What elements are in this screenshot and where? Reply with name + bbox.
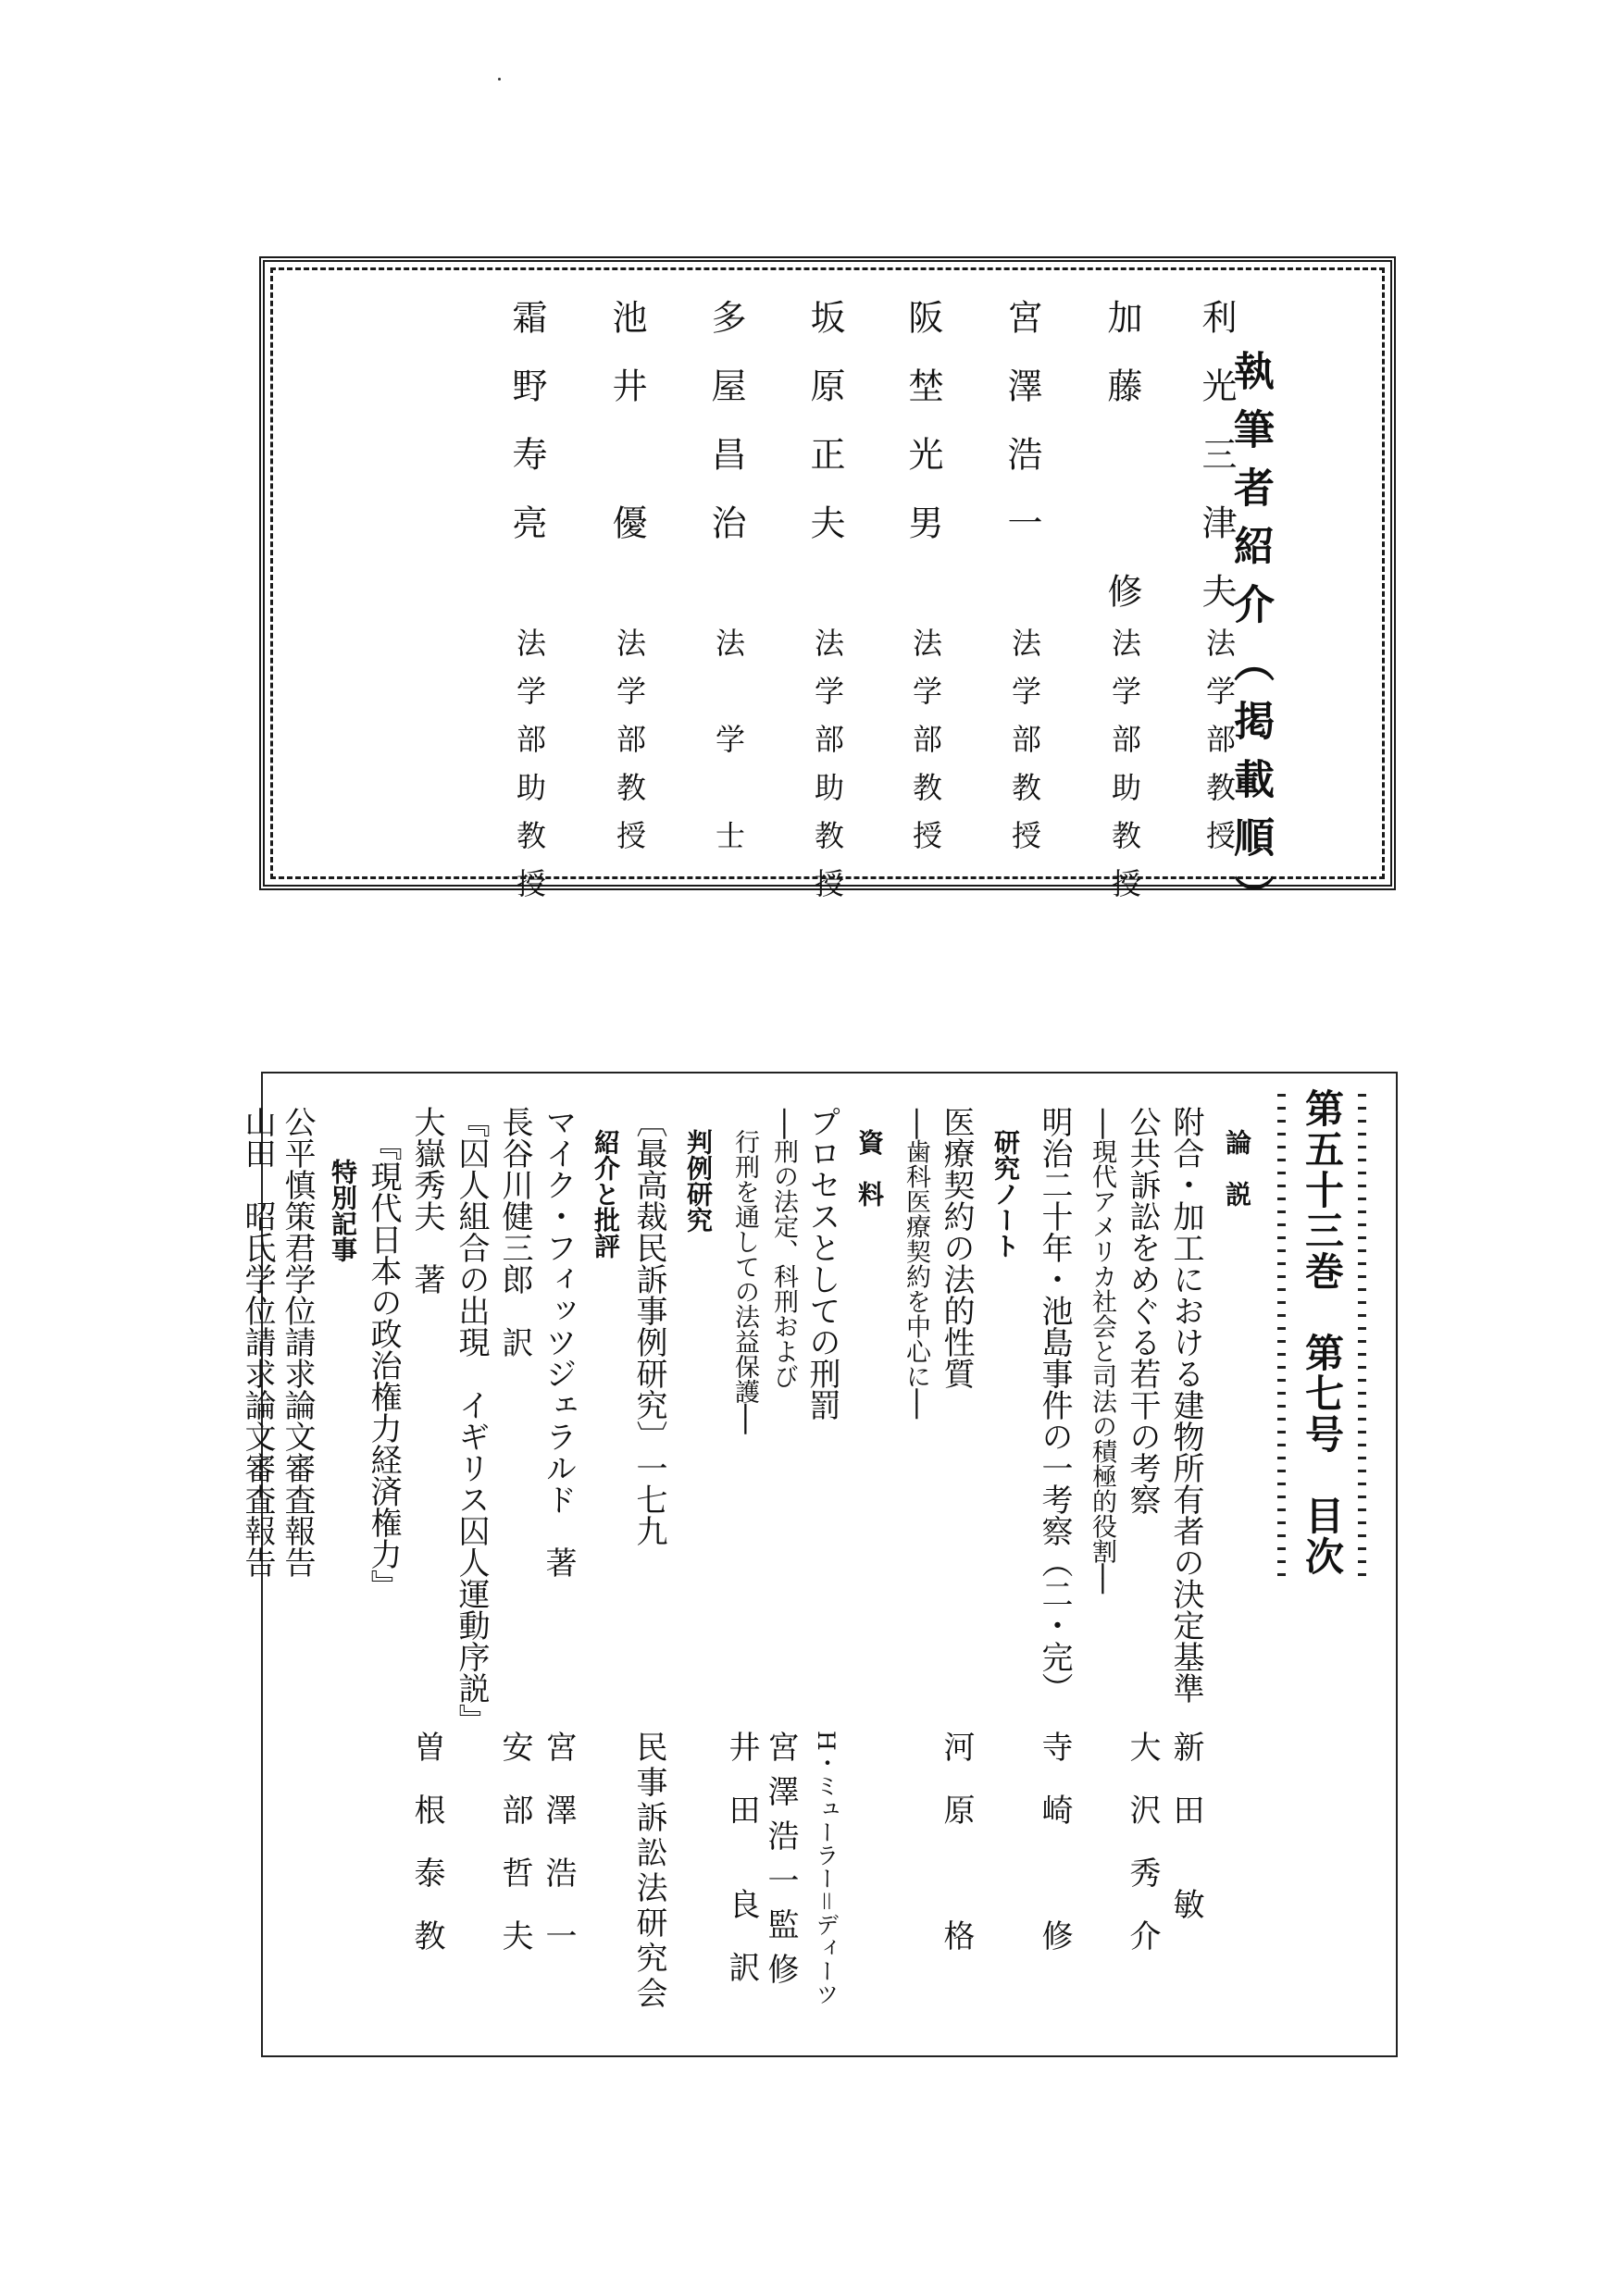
toc-item-title: 〔最高裁民訴事例研究〕一七九	[630, 1106, 667, 1546]
toc-item-subtitle: ──現代アメリカ社会と司法の積極的役割──	[1088, 1109, 1116, 1595]
section-shiryo: 資 料	[854, 1129, 885, 1207]
toc-item-title: 『現代日本の政治権力経済権力』	[365, 1129, 402, 1601]
author-title: 法学部助教授	[512, 627, 547, 916]
toc-item-title: 附合・加工における建物所有者の決定基準	[1167, 1106, 1204, 1704]
author-name: 阪埜光男	[902, 299, 943, 573]
toc-item-author: 安 部 哲 夫	[496, 1731, 533, 1951]
author-name: 池井 優	[606, 299, 647, 573]
toc-item-title: 山田 昭氏学位請求論文審査報告	[239, 1106, 276, 1578]
author-name: 利光三津夫	[1196, 299, 1237, 641]
author-title: 法学部助教授	[810, 627, 845, 916]
author-name: 多屋昌治	[705, 299, 746, 573]
toc-item-author: 井 田 良 訳	[723, 1731, 760, 1982]
section-tokubetsu: 特別記事	[328, 1159, 358, 1262]
author-name: 加藤 修	[1101, 299, 1142, 641]
author-title: 法学部教授	[612, 627, 647, 868]
author-title: 法 学 士	[711, 627, 746, 868]
author-title: 法学部教授	[908, 627, 943, 868]
author-name: 宮澤浩一	[1002, 299, 1042, 573]
section-shokai: 紹介と批評	[591, 1129, 621, 1259]
section-ronsetsu: 論 説	[1222, 1129, 1252, 1207]
toc-item-title: 公平慎策君学位請求論文審査報告	[279, 1106, 316, 1578]
toc-item-subtitle: 行刑を通しての法益保護──	[730, 1129, 759, 1434]
toc-box	[239, 1072, 1398, 2057]
toc-item-title: 大嶽秀夫 著	[408, 1106, 445, 1295]
toc-item-subtitle: ──刑の法定、科刑および	[769, 1109, 798, 1389]
toc-item-author: 宮澤浩一監修	[762, 1731, 799, 1997]
toc-item-subtitle: ──歯科医療契約を中心に──	[902, 1109, 930, 1420]
toc-item-title: 公共訴訟をめぐる若干の考察	[1124, 1106, 1161, 1515]
toc-header: 第五十三巻 第七号 目次	[1287, 1088, 1357, 1577]
toc-item-title: 明治二十年・池島事件の一考察（二・完）	[1036, 1106, 1073, 1704]
toc-item-title: プロセスとしての刑罰	[803, 1106, 840, 1421]
toc-item-title: 医療契約の法的性質	[938, 1106, 975, 1389]
authors-box	[259, 256, 1396, 933]
author-title: 法学部助教授	[1107, 627, 1142, 916]
toc-item-author: H・ミューラー＝ディーツ	[813, 1731, 840, 2005]
toc-item-author: 寺 崎 修	[1036, 1731, 1073, 1951]
authors-title: 執筆者紹介（掲載順）	[1226, 350, 1274, 933]
section-hanrei: 判例研究	[683, 1129, 714, 1233]
toc-item-title: 長谷川健三郎 訳	[496, 1106, 533, 1358]
toc-item-author: 宮 澤 浩 一	[540, 1731, 577, 1951]
toc-item-author: 大 沢 秀 介	[1124, 1731, 1161, 1951]
author-name: 霜野寿亮	[506, 299, 547, 573]
toc-item-title: マイク・フィッツジェラルド 著	[540, 1106, 577, 1578]
section-kenkyu-note: 研究ノート	[990, 1129, 1021, 1259]
author-title: 法学部教授	[1201, 627, 1237, 868]
toc-item-author: 河 原 格	[938, 1731, 975, 1951]
author-name: 坂原正夫	[804, 299, 845, 573]
scan-speck	[498, 78, 501, 81]
toc-item-author: 新 田 敏	[1167, 1731, 1204, 1919]
toc-item-author: 民事訴訟法研究会	[630, 1731, 667, 2012]
toc-item-title: 『囚人組合の出現 イギリス囚人運動序説』	[453, 1106, 490, 1735]
toc-item-author: 曽 根 泰 教	[408, 1731, 445, 1951]
author-title: 法学部教授	[1007, 627, 1042, 868]
